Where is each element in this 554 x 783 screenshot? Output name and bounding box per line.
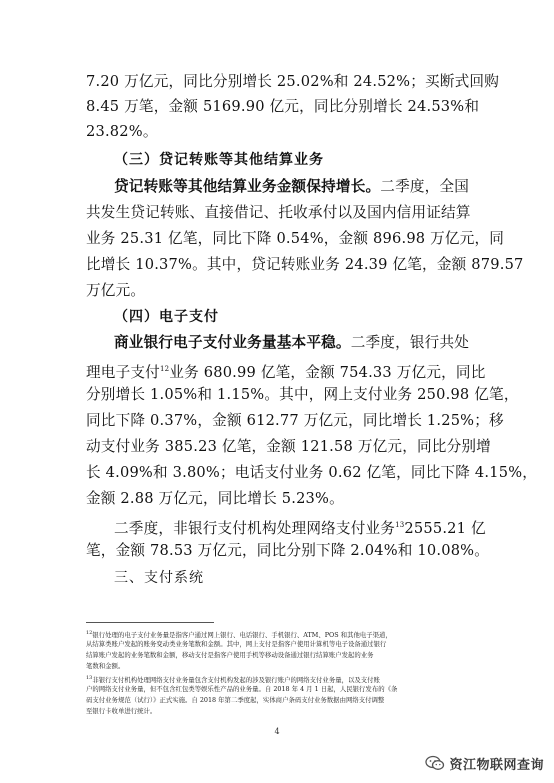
body-text: 理电子支付 (86, 363, 160, 381)
footnote-line: 码支付业务规范（试行）》正式实施。自 2018 年第二季度起，实体商户条码支付业务数据由网络支付调整 (86, 696, 385, 704)
body-text: 二季度，全国 (380, 178, 470, 195)
footnote-number: 13 (86, 675, 93, 681)
body-text: 二季度，非银行支付机构处理网络支付业务 (114, 519, 396, 537)
footnote-line: 从结算类账户发起的账务变动类业务笔数和金额。其中，网上支付是指客户使用计算机等电子设备通过银行 (86, 640, 387, 648)
footnote-line: 户的网络支付业务量，但不包含红包类等娱乐性产品的业务量。自 2018 年 4 月 1 日起，人民银行发布的《条 (86, 685, 398, 693)
footnote-line: 结算账户发起的业务笔数和金额，移动支付是指客户使用手机等移动设备通过银行结算账户发起的业务 (86, 651, 374, 659)
body-line (114, 177, 514, 197)
footnote-divider (86, 622, 214, 623)
page-number: 4 (274, 727, 280, 736)
body-line: 业务 25.31 亿笔，同比下降 0.54%，金额 896.98 万亿元，同 (86, 230, 505, 247)
body-line (114, 333, 514, 353)
section-heading: （三）贷记转账等其他结算业务 (114, 152, 324, 168)
body-line: 动支付业务 385.23 亿笔，金额 121.58 万亿元，同比分别增 (86, 438, 491, 455)
body-line: 8.45 万笔，金额 5169.90 亿元，同比分别增长 24.53%和 (86, 98, 480, 115)
body-text: 业务 680.99 亿笔，金额 754.33 万亿元，同比 (169, 363, 486, 381)
footnote-text: 非银行支付机构处理网络支付业务量包含支付机构发起的涉及银行账户的网络支付业务量，以及支付账 (92, 676, 380, 685)
footnote-line: 至银行卡收单进行统计。 (86, 707, 157, 715)
footnote-line: 笔数和金额。 (86, 662, 125, 670)
section-heading: （四）电子支付 (114, 309, 219, 325)
body-line: 笔，金额 78.53 万亿元，同比分别下降 2.04%和 10.08%。 (86, 542, 490, 559)
lead-sentence: 商业银行电子支付业务量基本平稳。 (114, 334, 351, 351)
body-text: 二季度，银行共处 (350, 334, 470, 351)
lead-sentence: 贷记转账等其他结算业务金额保持增长。 (114, 178, 381, 195)
body-line: 金额 2.88 万亿元，同比增长 5.23%。 (86, 490, 344, 507)
watermark-text: 资江物联网查询 (449, 757, 544, 773)
body-line: 万亿元。 (86, 282, 146, 299)
body-line: 7.20 万亿元，同比分别增长 25.02%和 24.52%；买断式回购 (86, 73, 499, 90)
body-line: 共发生贷记转账、直接借记、托收承付以及国内信用证结算 (86, 204, 471, 221)
body-text: 2555.21 亿 (404, 519, 486, 537)
section-heading: 三、支付系统 (114, 570, 204, 586)
footnote-ref: 12 (159, 365, 170, 373)
footnote-text: 银行处理的电子支付业务量是指客户通过网上银行、电话银行、手机银行、ATM、POS 和其他电子渠道， (92, 631, 392, 640)
footnote-ref: 13 (395, 521, 405, 529)
body-line (114, 515, 514, 539)
body-line: 比增长 10.37%。其中，贷记转账业务 24.39 亿笔，金额 879.57 (86, 256, 524, 273)
body-line: 同比下降 0.37%，金额 612.77 万亿元，同比增长 1.25%；移 (86, 412, 504, 429)
body-line: 分别增长 1.05%和 1.15%。其中，网上支付业务 250.98 亿笔， (86, 386, 519, 403)
body-line (86, 359, 486, 383)
body-line: 长 4.09%和 3.80%；电话支付业务 0.62 亿笔，同比下降 4.15%， (86, 464, 538, 481)
watermark (425, 752, 544, 774)
footnote-number: 12 (86, 630, 93, 636)
body-line: 23.82%。 (86, 123, 158, 140)
wechat-icon (425, 755, 445, 771)
